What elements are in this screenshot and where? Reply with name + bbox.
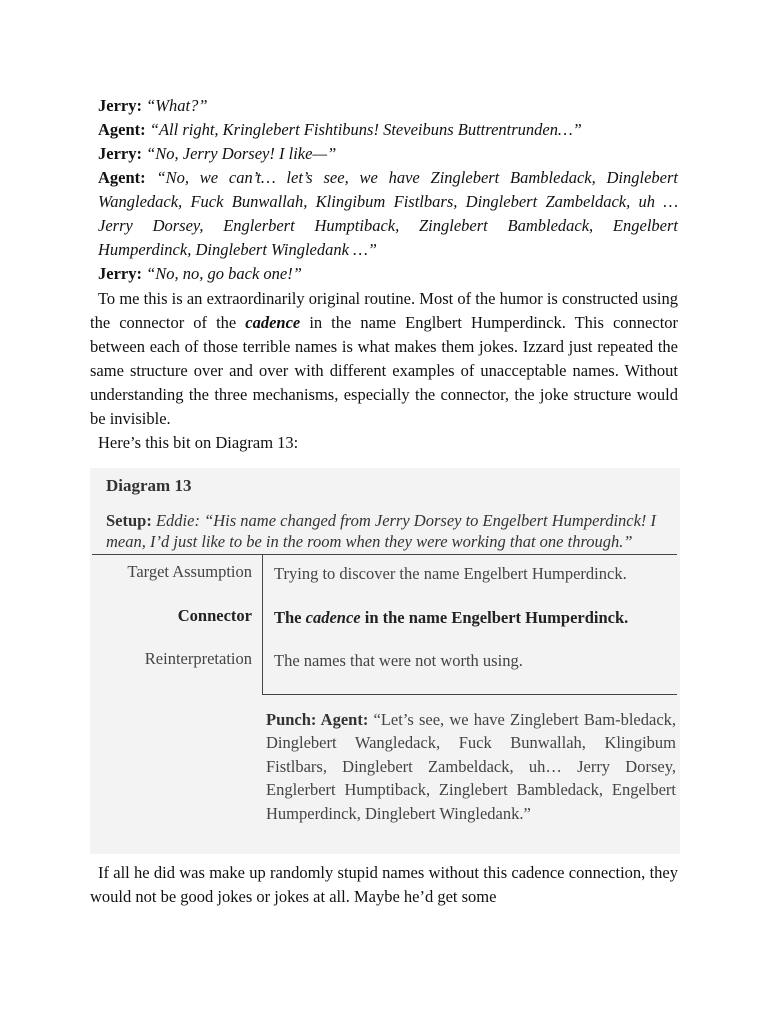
diagram-title: Diagram 13 (106, 476, 192, 495)
connector-text: The (274, 608, 302, 627)
dialogue-quote: “No, we can’t… let’s see, we have Zinglebert Bambledack, Dinglebert Wangledack, Fuck Bunwallah, Klingibum Fistlbars, Dinglebert Zambeldack, uh … Jerry Dorsey, Englerbert Humptiback, Zinglebert Bambledack, Engelbert Humperdinck, Dinglebert Wingledank …” (98, 168, 679, 259)
dialogue-line-4 (98, 166, 678, 262)
speaker-label: Jerry: (98, 96, 142, 115)
paragraph-text: Here’s this bit on Diagram 13: (98, 433, 299, 452)
punch-text: “Let’s see, we have Zinglebert Bam-bledack, Dinglebert Wangledack, Fuck Bunwallah, Klingibum Fistlbars, Dinglebert Zambeldack, uh… Jerry Dorsey, Englerbert Humptiback, Zinglebert Bambledack, Engelbert Humperdinck, Dinglebert Wingledank.” (266, 710, 677, 823)
speaker-label: Agent: (98, 168, 146, 187)
connector-text: in the name Engelbert Humperdinck. (364, 608, 629, 627)
divider-line (92, 554, 677, 555)
divider-line (262, 694, 677, 695)
row-label-connector: Connector (177, 606, 252, 625)
dialogue-quote: “No, Jerry Dorsey! I like—” (146, 144, 337, 163)
divider-line (262, 554, 263, 694)
punch-label: Punch: Agent: (266, 710, 369, 729)
diagram-punch (266, 708, 676, 825)
row-value-target-assumption: Trying to discover the name Engelbert Humperdinck. (274, 564, 627, 583)
body-paragraph-2 (90, 431, 678, 455)
paragraph-text: in the name Englbert Humperdinck. This connector between each of those terrible names is what makes them jokes. Izzard just repeated the same structure over and over with different examples of unacceptable names. Without understanding the three mechanisms, especially the connector, the joke structure would be invisible. (90, 313, 679, 428)
diagram-setup (106, 510, 676, 552)
setup-label: Setup: (106, 511, 152, 530)
speaker-label: Agent: (98, 120, 146, 139)
dialogue-quote: “No, no, go back one!” (146, 264, 302, 283)
row-label-reinterpretation: Reinterpretation (144, 649, 252, 668)
dialogue-line-2 (98, 118, 678, 142)
paragraph-text: To me this is an extraordinarily original routine. Most of the humor is constructed using the connector of the (90, 289, 678, 332)
body-paragraph-1 (90, 287, 678, 431)
paragraph-text: If all he did was make up randomly stupid names without this cadence connection, they would not be good jokes or jokes at all. Maybe he’d get some (90, 863, 678, 906)
dialogue-quote: “What?” (146, 96, 208, 115)
dialogue-line-5 (98, 262, 678, 286)
connector-emphasis: cadence (305, 608, 361, 627)
speaker-label: Jerry: (98, 144, 142, 163)
dialogue-quote: “All right, Kringlebert Fishtibuns! Steveibuns Buttrentrunden…” (149, 120, 582, 139)
row-value-connector (274, 608, 628, 628)
body-paragraph-3 (90, 861, 678, 909)
row-label-target-assumption: Target Assumption (127, 562, 252, 581)
dialogue-line-1 (98, 94, 678, 118)
row-value-reinterpretation: The names that were not worth using. (274, 651, 523, 670)
dialogue-line-3 (98, 142, 678, 166)
setup-text: Eddie: “His name changed from Jerry Dorsey to Engelbert Humperdinck! I mean, I’d just like to be in the room when they were working that one through.” (106, 511, 657, 551)
speaker-label: Jerry: (98, 264, 142, 283)
diagram-figure (90, 468, 680, 854)
emphasis-text: cadence (245, 313, 301, 332)
